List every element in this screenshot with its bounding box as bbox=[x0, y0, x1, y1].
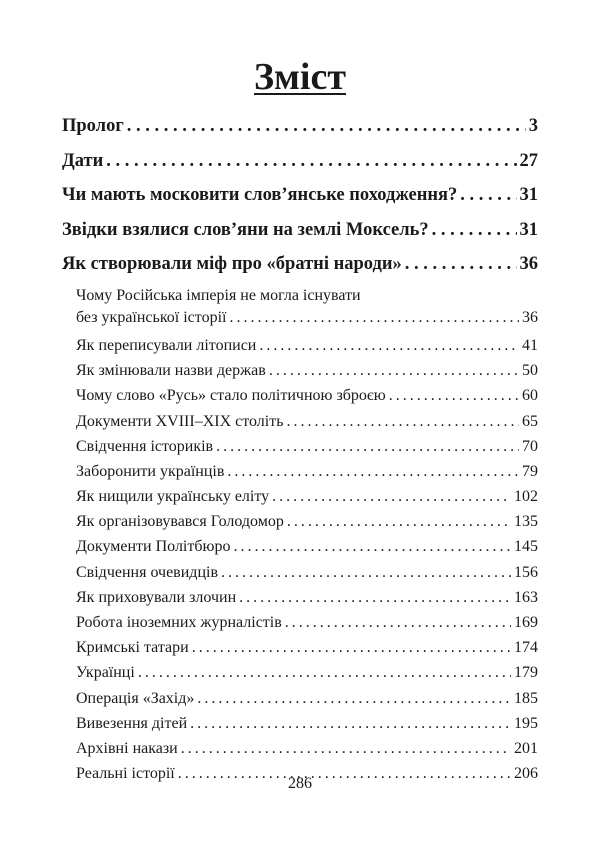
leader-dots bbox=[190, 713, 511, 735]
leader-dots bbox=[181, 738, 511, 760]
toc-subentry-page: 179 bbox=[514, 664, 538, 682]
toc-subentry[interactable] bbox=[62, 511, 538, 536]
toc-subentry-label: Як змінювали назви держав bbox=[76, 362, 266, 380]
toc-subentry[interactable] bbox=[62, 360, 538, 385]
leader-dots bbox=[287, 411, 519, 433]
toc-subentry-label: Архівні накази bbox=[76, 739, 178, 757]
toc-subentry[interactable] bbox=[62, 536, 538, 561]
leader-dots bbox=[192, 637, 511, 659]
leader-dots bbox=[138, 662, 511, 684]
leader-dots bbox=[221, 562, 511, 584]
toc-subentry-page: 201 bbox=[514, 739, 538, 757]
toc-subentry-page: 102 bbox=[514, 488, 538, 506]
leader-dots bbox=[287, 511, 511, 533]
toc-entry-page: 36 bbox=[519, 254, 538, 275]
toc-entry-page: 31 bbox=[519, 185, 538, 206]
toc-subentry[interactable] bbox=[62, 662, 538, 687]
toc-subentry-page: 65 bbox=[522, 412, 538, 430]
toc-subentry-label: Як переписували літописи bbox=[76, 336, 257, 354]
leader-dots bbox=[229, 307, 519, 329]
toc-subentry[interactable] bbox=[62, 335, 538, 360]
toc-subentry-label: Вивезення дітей bbox=[76, 714, 188, 732]
leader-dots bbox=[405, 250, 517, 278]
toc-entry-label: Дати bbox=[62, 150, 104, 171]
leader-dots bbox=[272, 486, 511, 508]
leader-dots bbox=[460, 181, 516, 209]
toc-list bbox=[62, 112, 538, 788]
toc-entry-label: Як створювали міф про «братні народи» bbox=[62, 254, 402, 275]
leader-dots bbox=[285, 612, 511, 634]
toc-subentry[interactable] bbox=[62, 436, 538, 461]
toc-subentry-page: 145 bbox=[514, 538, 538, 556]
toc-entry-page: 3 bbox=[528, 116, 538, 136]
toc-entry-slavic-origin[interactable] bbox=[62, 181, 538, 216]
leader-dots bbox=[259, 335, 519, 357]
leader-dots bbox=[432, 216, 517, 244]
toc-subentry-label: Документи Політбюро bbox=[76, 538, 231, 556]
toc-entry-prologue[interactable] bbox=[62, 112, 538, 147]
toc-subentry[interactable] bbox=[62, 738, 538, 763]
toc-subentry[interactable] bbox=[62, 688, 538, 713]
toc-subentry-label: Чому слово «Русь» стало політичною зброєю bbox=[76, 387, 386, 405]
toc-subentry-page: 156 bbox=[514, 563, 538, 581]
toc-subentry-label: без української історії bbox=[76, 308, 227, 326]
toc-subentry[interactable] bbox=[62, 713, 538, 738]
toc-subentry-page: 60 bbox=[522, 387, 538, 405]
toc-subentry[interactable] bbox=[62, 285, 538, 335]
toc-subentry-label: Свідчення очевидців bbox=[76, 563, 218, 581]
toc-subentry[interactable] bbox=[62, 411, 538, 436]
toc-entry-moksel[interactable] bbox=[62, 216, 538, 251]
toc-subentry-page: 79 bbox=[522, 462, 538, 480]
toc-subentry-label: Як приховували злочин bbox=[76, 588, 237, 606]
toc-subentry-label: Документи XVIII–XIX століть bbox=[76, 412, 284, 430]
toc-subentry-label: Як організовувався Голодомор bbox=[76, 513, 284, 531]
leader-dots bbox=[233, 536, 511, 558]
toc-entry-label: Пролог bbox=[62, 116, 124, 136]
toc-subentry-label: Українці bbox=[76, 664, 135, 682]
leader-dots bbox=[269, 360, 519, 382]
toc-subentry[interactable] bbox=[62, 637, 538, 662]
toc-entry-label: Чи мають московити слов’янське походження? bbox=[62, 185, 458, 206]
leader-dots bbox=[127, 112, 526, 140]
toc-subentry-page: 70 bbox=[522, 437, 538, 455]
toc-subentry-label: Як нищили українську еліту bbox=[76, 488, 270, 506]
leader-dots bbox=[216, 436, 519, 458]
toc-entry-label: Звідки взялися слов’яни на землі Моксель? bbox=[62, 219, 429, 240]
toc-entry-page: 31 bbox=[519, 219, 538, 240]
toc-subentry-page: 174 bbox=[514, 639, 538, 657]
toc-entry-page: 27 bbox=[519, 150, 538, 171]
toc-subentry[interactable] bbox=[62, 562, 538, 587]
leader-dots bbox=[197, 688, 511, 710]
page-title: Зміст bbox=[253, 56, 347, 98]
toc-subentry[interactable] bbox=[62, 486, 538, 511]
toc-subentry-label: Операція «Захід» bbox=[76, 689, 195, 707]
toc-subentry-label: Заборонити українців bbox=[76, 462, 225, 480]
toc-subentry-page: 185 bbox=[514, 689, 538, 707]
toc-subentry-label: Робота іноземних журналістів bbox=[76, 614, 282, 632]
toc-subentry-label-line1: Чому Російська імперія не могла існувати bbox=[76, 286, 361, 304]
page-number: 286 bbox=[288, 775, 312, 792]
toc-subentry-page: 195 bbox=[514, 714, 538, 732]
toc-subentry-page: 135 bbox=[514, 513, 538, 531]
toc-entry-dates[interactable] bbox=[62, 147, 538, 182]
leader-dots bbox=[389, 385, 519, 407]
toc-subentry[interactable] bbox=[62, 385, 538, 410]
toc-subentry-page: 169 bbox=[514, 614, 538, 632]
leader-dots bbox=[106, 147, 516, 175]
toc-subentry-label: Кримські татари bbox=[76, 639, 189, 657]
leader-dots bbox=[239, 587, 511, 609]
toc-subentry[interactable] bbox=[62, 612, 538, 637]
toc-subentry[interactable] bbox=[62, 461, 538, 486]
toc-subentry-page: 41 bbox=[522, 336, 538, 354]
toc-subentry-page: 36 bbox=[522, 308, 538, 326]
toc-subentry-page: 163 bbox=[514, 588, 538, 606]
toc-subentry-label: Реальні історії bbox=[76, 765, 175, 783]
toc-subentry-page: 50 bbox=[522, 362, 538, 380]
leader-dots bbox=[227, 461, 519, 483]
toc-subentry[interactable] bbox=[62, 587, 538, 612]
toc-entry-brotherly-myth[interactable] bbox=[62, 250, 538, 285]
toc-subentry-label: Свідчення істориків bbox=[76, 437, 214, 455]
toc-subentry-page: 206 bbox=[514, 765, 538, 783]
